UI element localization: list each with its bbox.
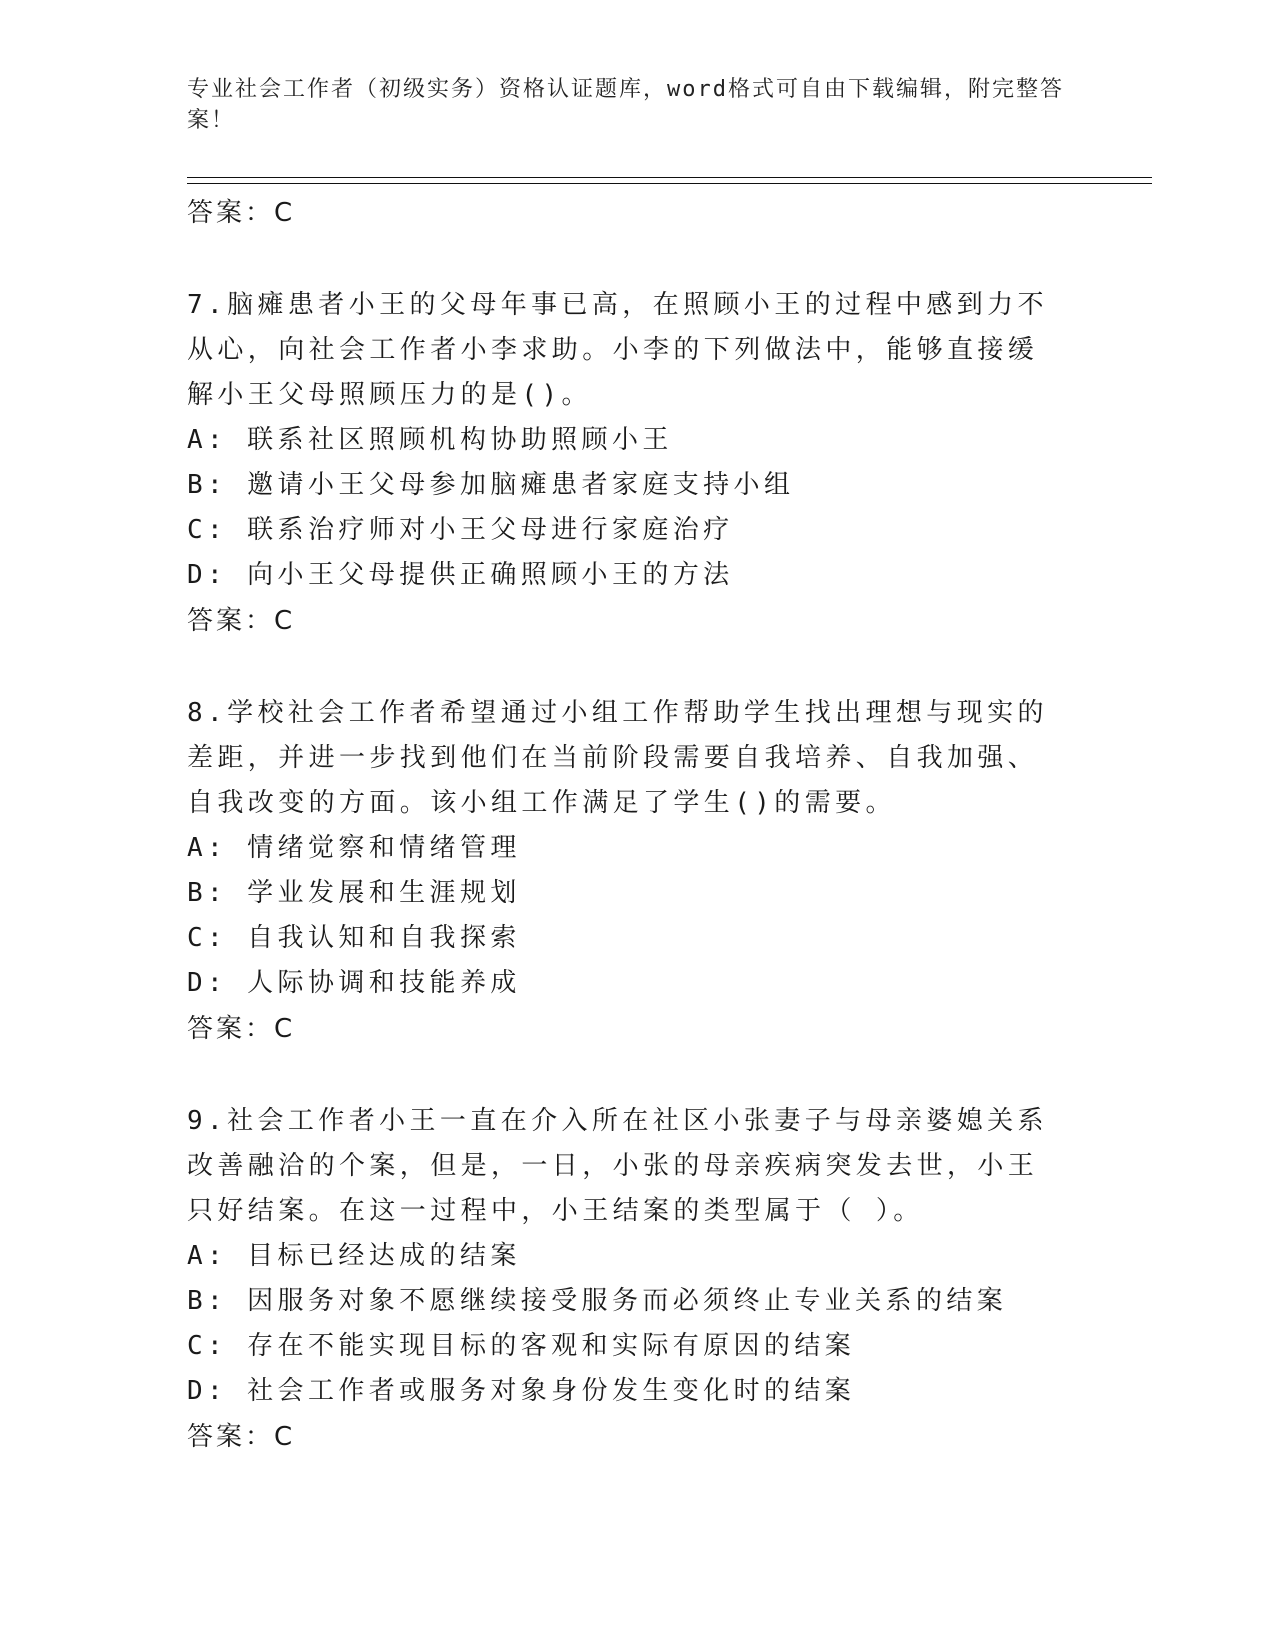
option-c: C: 存在不能实现目标的客观和实际有原因的结案 xyxy=(187,1331,856,1361)
question-text: 8.学校社会工作者希望通过小组工作帮助学生找出理想与现实的差距，并进一步找到他们在当前阶段需要自我培养、自我加强、自我改变的方面。该小组工作满足了学生()的需要。 xyxy=(187,698,1048,818)
header-rule-top xyxy=(187,177,1152,178)
spacer xyxy=(187,644,1067,691)
option-a: A: 联系社区照顾机构协助照顾小王 xyxy=(187,425,673,455)
answer-line: 答案：C xyxy=(187,198,296,228)
spacer xyxy=(187,236,1067,283)
question-9 xyxy=(187,1099,1067,1460)
answer-line: 答案：C xyxy=(187,1014,296,1044)
answer-line: 答案：C xyxy=(187,606,296,636)
spacer xyxy=(187,1052,1067,1099)
option-b: B: 学业发展和生涯规划 xyxy=(187,878,521,908)
option-d: D: 社会工作者或服务对象身份发生变化时的结案 xyxy=(187,1376,856,1406)
option-c: C: 联系治疗师对小王父母进行家庭治疗 xyxy=(187,515,734,545)
option-b: B: 邀请小王父母参加脑瘫患者家庭支持小组 xyxy=(187,470,795,500)
header-rule-bottom xyxy=(187,183,1152,184)
option-a: A: 目标已经达成的结案 xyxy=(187,1241,521,1271)
question-text: 7.脑瘫患者小王的父母年事已高，在照顾小王的过程中感到力不从心，向社会工作者小李求助。小李的下列做法中，能够直接缓解小王父母照顾压力的是()。 xyxy=(187,290,1048,410)
question-7 xyxy=(187,283,1067,644)
question-8 xyxy=(187,691,1067,1052)
page-header: 专业社会工作者（初级实务）资格认证题库，word格式可自由下载编辑，附完整答案！ xyxy=(187,77,1064,133)
question-list xyxy=(187,190,1067,1460)
answer-line: 答案：C xyxy=(187,1422,296,1452)
option-d: D: 向小王父母提供正确照顾小王的方法 xyxy=(187,560,734,590)
question-text: 9.社会工作者小王一直在介入所在社区小张妻子与母亲婆媳关系改善融洽的个案，但是，一日，小张的母亲疾病突发去世，小王只好结案。在这一过程中，小王结案的类型属于（ ）。 xyxy=(187,1106,1048,1226)
option-c: C: 自我认知和自我探索 xyxy=(187,923,521,953)
option-d: D: 人际协调和技能养成 xyxy=(187,968,521,998)
option-b: B: 因服务对象不愿继续接受服务而必须终止专业关系的结案 xyxy=(187,1286,1008,1316)
option-a: A: 情绪觉察和情绪管理 xyxy=(187,833,521,863)
